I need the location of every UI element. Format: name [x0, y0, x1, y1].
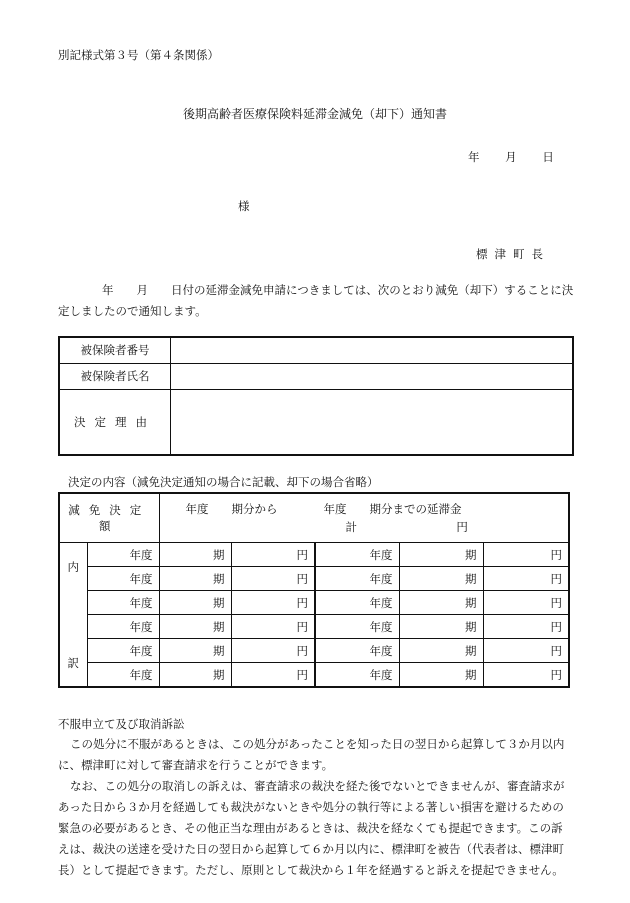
insured-name-label: 被保険者氏名	[59, 363, 171, 389]
ki-cell: 期	[159, 639, 231, 663]
nendo-cell: 年度	[87, 591, 159, 615]
insured-number-value	[171, 337, 574, 363]
appeal-title: 不服申立て及び取消訴訟	[58, 717, 185, 731]
yen-cell: 円	[483, 591, 569, 615]
ki-cell: 期	[399, 567, 483, 591]
insured-name-value	[171, 363, 574, 389]
ki-cell: 期	[159, 615, 231, 639]
nendo-cell: 年度	[315, 639, 399, 663]
yen-cell: 円	[231, 591, 315, 615]
ki-cell: 期	[159, 543, 231, 567]
reason-value	[171, 389, 574, 455]
yen-cell: 円	[483, 639, 569, 663]
nendo-cell: 年度	[87, 615, 159, 639]
yen-cell: 円	[231, 663, 315, 688]
form-number: 別記様式第３号（第４条関係）	[58, 48, 219, 62]
breakdown-row	[59, 567, 569, 591]
date-day: 日	[542, 150, 554, 164]
ki-cell: 期	[399, 543, 483, 567]
yen-cell: 円	[483, 663, 569, 688]
breakdown-label	[59, 543, 87, 688]
nendo-cell: 年度	[87, 543, 159, 567]
yen-cell: 円	[483, 567, 569, 591]
insured-number-label: 被保険者番号	[59, 337, 171, 363]
breakdown-bottom: 訳	[67, 655, 79, 670]
appeal-paragraph-1: この処分に不服があるときは、この処分があったことを知った日の翌日から起算して３か月以内に、標津町に対して審査請求を行うことができます。	[58, 737, 565, 772]
amount-line2	[166, 518, 563, 536]
nendo-cell: 年度	[87, 663, 159, 688]
amount-line1: 年度 期分から 年度 期分までの延滞金	[185, 502, 462, 516]
ki-cell: 期	[399, 615, 483, 639]
breakdown-row	[59, 543, 569, 567]
nendo-cell: 年度	[315, 663, 399, 688]
date-month: 月	[505, 150, 517, 164]
breakdown-top: 内	[67, 559, 79, 574]
issue-date	[468, 149, 554, 165]
ki-cell: 期	[399, 639, 483, 663]
detail-table	[58, 492, 570, 688]
nendo-cell: 年度	[315, 591, 399, 615]
nendo-cell: 年度	[315, 543, 399, 567]
detail-caption: 決定の内容（減免決定通知の場合に記載、却下の場合省略）	[68, 475, 379, 489]
amount-cell	[159, 493, 569, 543]
intro-text: 年 月 日付の延滞金減免申請につきましては、次のとおり減免（却下）することに決定しましたので通知します。	[58, 283, 574, 318]
addressee-suffix: 様	[238, 199, 250, 213]
appeal-paragraph-2: なお、この処分の取消しの訴えは、審査請求の裁決を経た後でないとできませんが、審査請求があった日から３か月を経過しても裁決がないときや処分の執行等による著しい損害を避けるための緊急の必要があるとき、その他正当な理由があるときは、裁決を経なくても提起できます。この訴えは、裁決の送達を受けた日の翌日から起算して６か月以内に、標津町を被告（代表者は、標津町長）として提起できます。ただし、原則として裁決から１年を経過すると訴えを提起できません。	[58, 779, 565, 877]
ki-cell: 期	[399, 591, 483, 615]
amount-label: 減免決定額	[59, 493, 159, 543]
yen-cell: 円	[483, 615, 569, 639]
issuer: 標津町長	[476, 247, 550, 261]
nendo-cell: 年度	[87, 639, 159, 663]
nendo-cell: 年度	[315, 567, 399, 591]
ki-cell: 期	[399, 663, 483, 688]
yen-cell: 円	[231, 639, 315, 663]
reason-label: 決定理由	[59, 389, 171, 455]
breakdown-row	[59, 639, 569, 663]
nendo-cell: 年度	[87, 567, 159, 591]
insured-info-table	[58, 336, 574, 456]
ki-cell: 期	[159, 663, 231, 688]
amount-total-label: 計	[345, 520, 357, 534]
yen-cell: 円	[231, 615, 315, 639]
breakdown-row	[59, 615, 569, 639]
yen-cell: 円	[483, 543, 569, 567]
ki-cell: 期	[159, 567, 231, 591]
yen-cell: 円	[231, 567, 315, 591]
yen-cell: 円	[231, 543, 315, 567]
date-year: 年	[468, 150, 480, 164]
document-title: 後期高齢者医療保険料延滞金減免（却下）通知書	[182, 107, 447, 121]
breakdown-row	[59, 591, 569, 615]
amount-yen: 円	[456, 520, 468, 534]
ki-cell: 期	[159, 591, 231, 615]
breakdown-row	[59, 663, 569, 688]
nendo-cell: 年度	[315, 615, 399, 639]
